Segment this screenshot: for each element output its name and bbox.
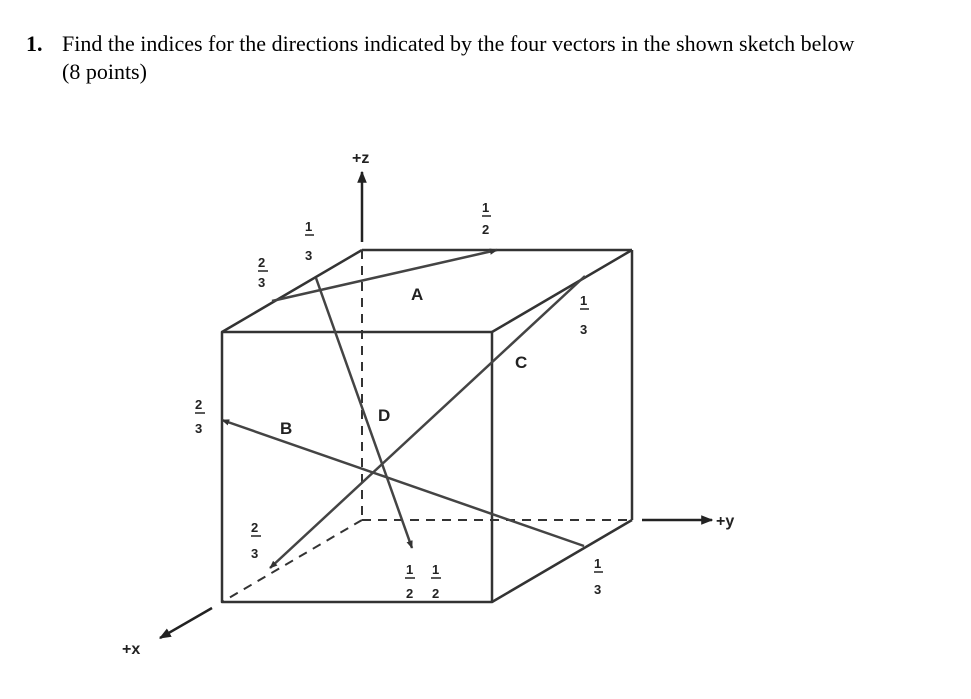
fraction-numerator: 2 [251, 520, 259, 535]
z-axis-label: +z [352, 150, 370, 167]
fraction-bottom-two-thirds [251, 520, 261, 561]
fraction-denominator: 3 [305, 248, 313, 263]
fraction-denominator: 2 [406, 586, 414, 601]
vector-d [316, 278, 412, 548]
y-axis-label: +y [716, 513, 735, 530]
fraction-right-third-bottom [594, 556, 603, 597]
question-points: (8 points) [62, 59, 147, 84]
fraction-denominator: 3 [195, 421, 203, 436]
x-axis-label: +x [122, 641, 141, 658]
fraction-numerator: 1 [406, 562, 414, 577]
vector-d-label: D [378, 406, 391, 425]
vector-c [270, 276, 588, 568]
fraction-bottom-half-a [405, 562, 415, 601]
cube-bottom-right-edge [492, 520, 632, 602]
fraction-denominator: 3 [580, 322, 588, 337]
fraction-numerator: 2 [258, 255, 266, 270]
vector-c-label: C [515, 353, 528, 372]
fraction-denominator: 3 [251, 546, 259, 561]
fraction-numerator: 1 [305, 219, 313, 234]
question-number: 1. [26, 31, 43, 56]
fraction-top-third [305, 219, 314, 263]
question-text: Find the indices for the directions indicated by the four vectors in the shown sketch below [62, 31, 855, 56]
x-axis [160, 608, 212, 638]
fraction-numerator: 1 [432, 562, 440, 577]
fraction-numerator: 2 [195, 397, 203, 412]
vector-a-label: A [411, 285, 424, 304]
hidden-edge-left-bottom [222, 520, 362, 602]
vector-b [222, 420, 584, 546]
fraction-numerator: 1 [482, 200, 490, 215]
fraction-bottom-half-b [431, 562, 441, 601]
fraction-top-half [482, 200, 491, 237]
fraction-denominator: 3 [594, 582, 602, 597]
fraction-denominator: 3 [258, 275, 266, 290]
vector-b-label: B [280, 419, 293, 438]
fraction-denominator: 2 [482, 222, 490, 237]
cube-top-right-edge [492, 250, 632, 332]
fraction-numerator: 1 [594, 556, 602, 571]
cube-top-left-edge [222, 250, 362, 332]
fraction-numerator: 1 [580, 293, 588, 308]
fraction-denominator: 2 [432, 586, 440, 601]
fraction-top-two-thirds [258, 255, 268, 290]
fraction-right-third-top [580, 293, 589, 337]
fraction-left-two-thirds [195, 397, 205, 436]
